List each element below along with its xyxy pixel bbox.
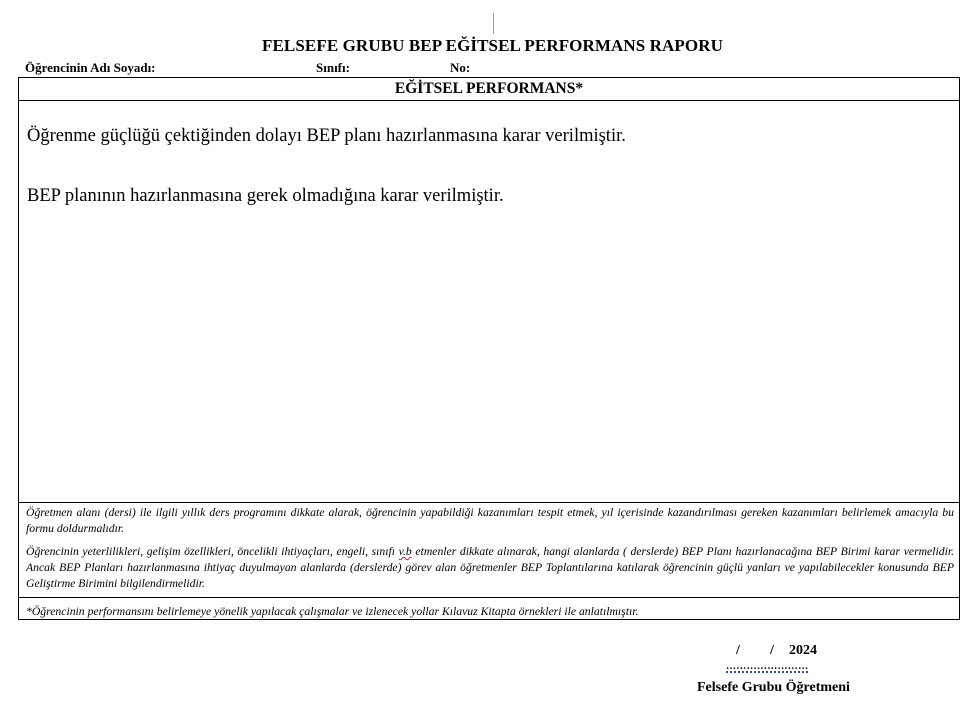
text-cursor [493, 13, 494, 34]
statement-bep-not-required[interactable]: BEP planının hazırlanmasına gerek olmadığına karar verilmiştir. [27, 186, 504, 206]
date-slash-2: / [770, 643, 774, 658]
student-name-label: Öğrencinin Adı Soyadı: [25, 60, 156, 75]
spellcheck-marked-word: v.b [398, 545, 412, 558]
note-paragraph-2-end: etmenler dikkate alınarak, hangi alanlarda ( derslerde) BEP Planı hazırlanacağına BEP Birimi karar vermelidir. Ancak BEP Planları hazırlanmasına ihtiyaç duyulmayan alanlarda (derslerde) görev alan öğretmenler BEP Toplantılarına katılarak öğrencinin güçlü yanları ve yapılabilecekler konusunda BEP Geliştirme Birimini bilgilendirmelidir. [26, 545, 954, 590]
note-paragraph-2 [26, 544, 954, 592]
footnote: *Öğrencinin performansını belirlemeye yönelik yapılacak çalışmalar ve izlenecek yollar Kılavuz Kitapta örnekleri ile anlatılmıştır. [26, 605, 639, 618]
teacher-title: Felsefe Grubu Öğretmeni [697, 680, 850, 695]
class-label: Sınıfı: [316, 60, 350, 75]
statement-bep-required[interactable]: Öğrenme güçlüğü çektiğinden dolayı BEP planı hazırlanmasına karar verilmiştir. [27, 126, 626, 146]
performance-table [18, 77, 960, 620]
instruction-notes [19, 502, 959, 598]
note-paragraph-2-start: Öğrencinin yeterlilikleri, gelişim özellikleri, öncelikli ihtiyaçları, engeli, sınıfı [26, 545, 399, 558]
date-line [736, 643, 817, 659]
report-title: FELSEFE GRUBU BEP EĞİTSEL PERFORMANS RAPORU [261, 36, 723, 55]
date-slash-1: / [736, 643, 740, 658]
date-year: 2024 [789, 643, 817, 658]
signature-dots[interactable]: …………………… [726, 661, 809, 672]
section-header: EĞİTSEL PERFORMANS* [19, 78, 959, 101]
note-paragraph-1: Öğretmen alanı (dersi) ile ilgili yıllık ders programını dikkate alarak, öğrencinin yapabildiği kazanımları tespit etmek, yıl içerisinde kazandırılması gereken kazanımları belirlemek amacıyla bu formu doldurmalıdır. [26, 506, 954, 535]
number-label: No: [450, 60, 471, 75]
